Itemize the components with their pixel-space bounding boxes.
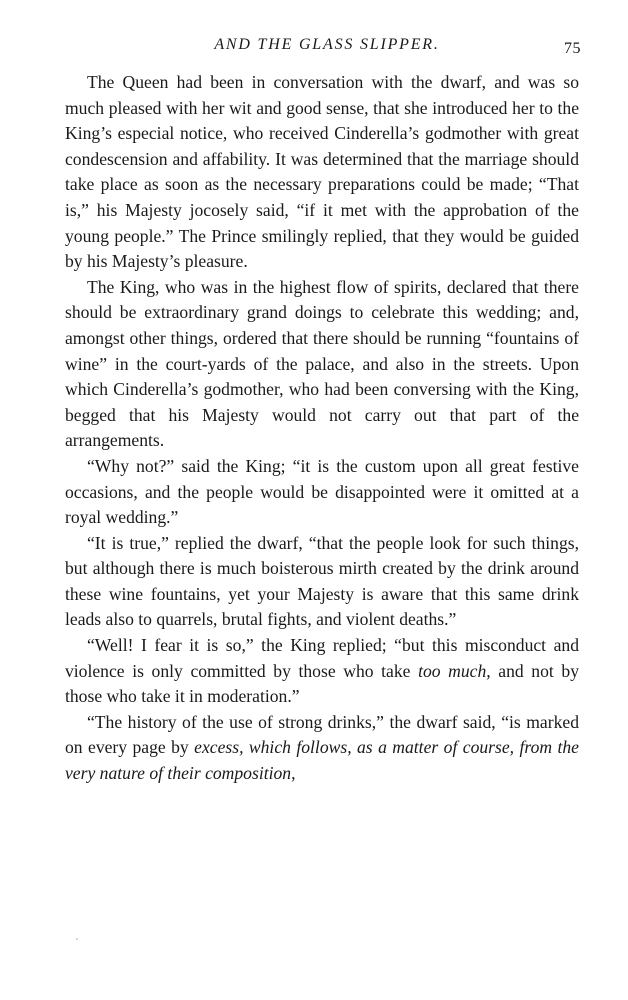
text-run: “Why not?” said the King; “it is the custom upon all great festive occasions, and the people would be disappointed were it omitted at a royal wedding.”	[65, 455, 579, 528]
text-run: “It is true,” replied the dwarf, “that the people look for such things, but although there is much boisterous mirth created by the drink around these wine fountains, yet your Majesty is aware that this same drink leads also to quarrels, brutal fights, and violent deaths.”	[65, 532, 579, 630]
page-header	[65, 36, 579, 70]
paragraph	[65, 70, 579, 275]
text-run: “The history of the use of strong drinks,” the dwarf said, “is marked on every page by	[65, 711, 579, 758]
book-page	[65, 36, 579, 787]
text-run: “Well! I fear it is so,” the King replied; “but this misconduct and violence is only committed by those who take	[65, 635, 579, 681]
paragraph	[65, 710, 579, 787]
body-text	[65, 70, 579, 787]
emphasis-text: too much,	[418, 660, 491, 681]
running-head: AND THE GLASS SLIPPER.	[214, 36, 440, 53]
page-number: 75	[564, 40, 581, 57]
text-run: The King, who was in the highest flow of spirits, declared that there should be extraordinary grand doings to celebrate this wedding; and, amongst other things, ordered that there should be running “fountains of wine” in the court-yards of the palace, and also in the streets. Upon which Cinderella’s godmother, who had been conversing with the King, begged that his Majesty would not carry out that part of the arrangements.	[65, 276, 579, 451]
page-speck	[76, 938, 78, 940]
text-run: The Queen had been in conversation with the dwarf, and was so much pleased with her wit and good sense, that she introduced her to the King’s especial notice, who received Cinderella’s godmother with great condescension and affability. It was determined that the marriage should take place as soon as the necessary preparations could be made; “That is,” his Majesty jocosely said, “if it met with the approbation of the young people.” The Prince smilingly replied, that they would be guided by his Majesty’s pleasure.	[65, 72, 579, 272]
paragraph	[65, 531, 579, 633]
paragraph	[65, 275, 579, 454]
text-run: and not by those who take it in moderation.”	[65, 660, 579, 707]
paragraph	[65, 633, 579, 710]
paragraph	[65, 454, 579, 531]
emphasis-text: excess, which follows, as a matter of course, from the very nature of their composition,	[65, 737, 579, 784]
